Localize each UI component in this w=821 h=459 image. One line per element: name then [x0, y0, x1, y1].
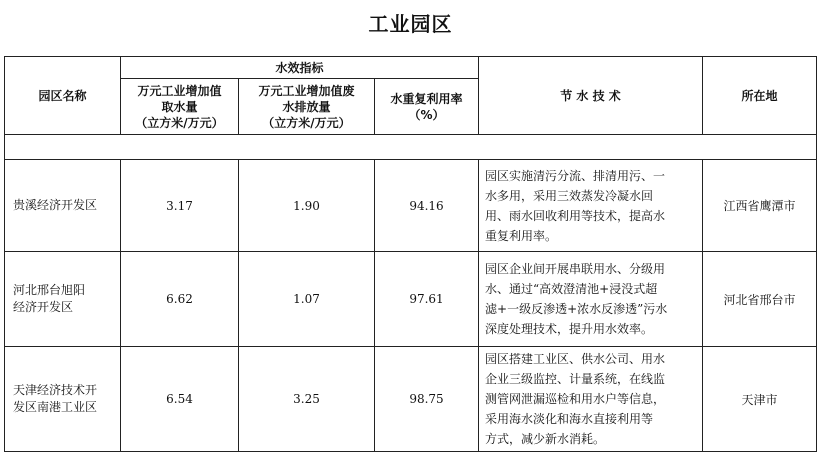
- technology-cell: 园区搭建工业区、供水公司、用水 企业三级监控、计量系统，在线监 测管网泄漏巡检和用水户等信息， 采用海水淡化和海水直接利用等 方式，减少新水消耗。: [479, 347, 703, 452]
- header-reuse-rate: 水重复利用率 （%）: [375, 79, 479, 135]
- park-name-cell: 天津经济技术开 发区南港工业区: [5, 347, 121, 452]
- discharge-cell: 1.07: [239, 252, 375, 347]
- intake-cell: 3.17: [121, 160, 239, 252]
- reuse-rate-cell: 94.16: [375, 160, 479, 252]
- intake-cell: 6.62: [121, 252, 239, 347]
- location-cell: 天津市: [703, 347, 817, 452]
- header-location: 所在地: [703, 57, 817, 135]
- technology-cell: 园区实施清污分流、排清用污、一 水多用，采用三效蒸发冷凝水回 用、雨水回收利用等技术，提高水 重复利用率。: [479, 160, 703, 252]
- location-cell: 江西省鹰潭市: [703, 160, 817, 252]
- park-name-cell: 河北邢台旭阳 经济开发区: [5, 252, 121, 347]
- table-row-blank: [5, 135, 817, 160]
- reuse-rate-cell: 97.61: [375, 252, 479, 347]
- header-park-name: 园区名称: [5, 57, 121, 135]
- reuse-rate-cell: 98.75: [375, 347, 479, 452]
- industrial-park-table: [4, 56, 817, 452]
- intake-cell: 6.54: [121, 347, 239, 452]
- location-cell: 河北省邢台市: [703, 252, 817, 347]
- page-title: 工业园区: [368, 12, 453, 36]
- discharge-cell: 3.25: [239, 347, 375, 452]
- table-row: [5, 252, 817, 347]
- park-name-cell: 贵溪经济开发区: [5, 160, 121, 252]
- blank-cell: [5, 135, 817, 160]
- header-technology: 节 水 技 术: [479, 57, 703, 135]
- header-water-efficiency: 水效指标: [121, 57, 479, 79]
- technology-cell: 园区企业间开展串联用水、分级用 水、通过“高效澄清池+浸没式超 滤+一级反渗透+浓水反渗透”污水 深度处理技术，提升用水效率。: [479, 252, 703, 347]
- discharge-cell: 1.90: [239, 160, 375, 252]
- table-row: [5, 347, 817, 452]
- header-intake: 万元工业增加值 取水量 （立方米/万元）: [121, 79, 239, 135]
- header-discharge: 万元工业增加值废 水排放量 （立方米/万元）: [239, 79, 375, 135]
- table-row: [5, 160, 817, 252]
